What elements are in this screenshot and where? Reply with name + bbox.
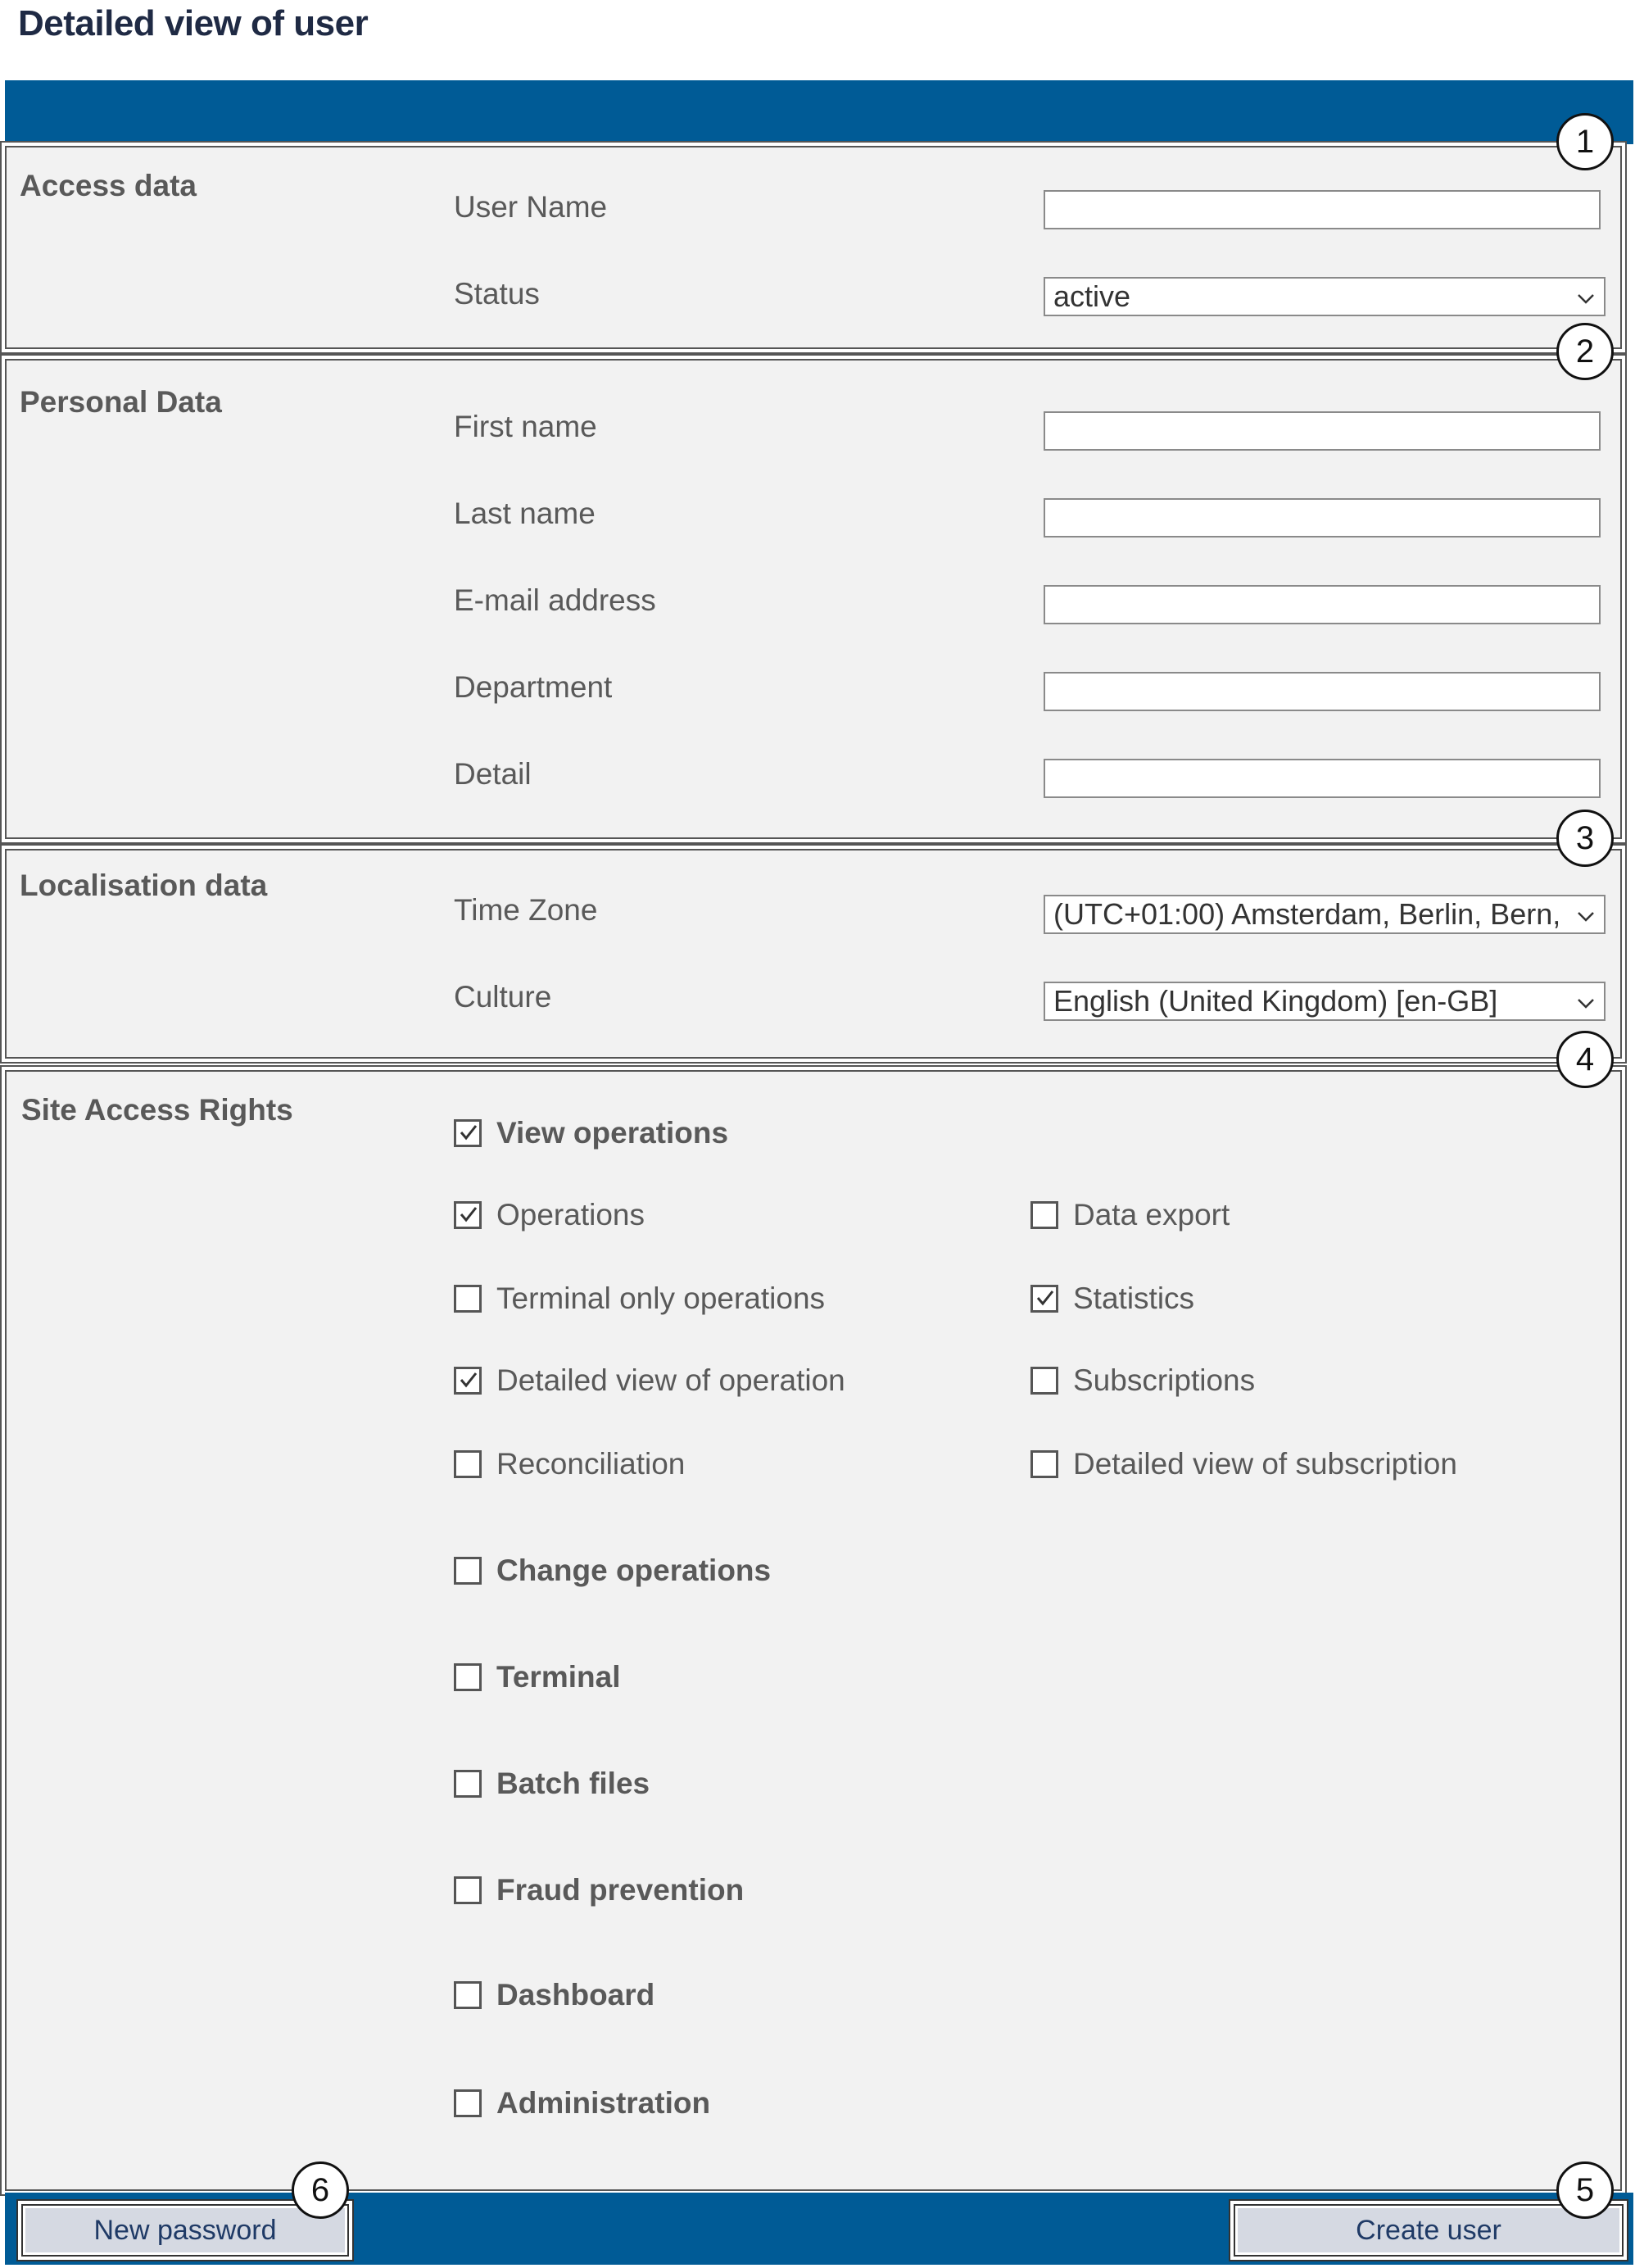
checkbox-label: Detailed view of operation <box>496 1363 845 1397</box>
checkbox-label: Change operations <box>496 1554 772 1587</box>
checkbox-label: Terminal only operations <box>496 1281 826 1315</box>
detail-input[interactable] <box>1044 759 1601 798</box>
checkbox-label: Reconciliation <box>496 1447 686 1481</box>
callout-4: 4 <box>1556 1031 1614 1088</box>
checkbox-subscriptions[interactable] <box>1030 1363 1255 1398</box>
check-icon <box>1035 1287 1056 1309</box>
create-user-button[interactable]: Create user <box>1234 2204 1624 2257</box>
personal-data-section <box>5 359 1622 839</box>
checkbox-batch-files[interactable] <box>454 1767 650 1801</box>
checkbox-label: Administration <box>496 2086 711 2120</box>
site-access-rights-section <box>5 1070 1622 2191</box>
department-label: Department <box>454 670 613 704</box>
checkbox-label: Fraud prevention <box>496 1873 745 1907</box>
checkbox-data-export[interactable] <box>1030 1198 1230 1232</box>
checkbox-detailed-view-of-operation[interactable] <box>454 1363 845 1398</box>
checkbox-label: Operations <box>496 1198 645 1232</box>
checkbox[interactable] <box>1030 1201 1058 1229</box>
checkbox-label: View operations <box>496 1116 729 1150</box>
chevron-down-icon <box>1574 991 1597 1014</box>
last-name-label: Last name <box>454 497 596 530</box>
checkbox-label: Detailed view of subscription <box>1073 1447 1457 1481</box>
callout-6: 6 <box>292 2161 349 2219</box>
access-data-section <box>5 146 1622 349</box>
checkbox-statistics[interactable] <box>1030 1281 1194 1316</box>
section-title: Access data <box>20 169 197 202</box>
culture-label: Culture <box>454 980 552 1014</box>
checkbox-reconciliation[interactable] <box>454 1447 685 1481</box>
last-name-input[interactable] <box>1044 498 1601 538</box>
checkbox-administration[interactable] <box>454 2086 710 2121</box>
check-icon <box>458 1204 479 1225</box>
checkbox-fraud-prevention[interactable] <box>454 1873 744 1907</box>
localisation-data-section <box>5 849 1622 1059</box>
section-title: Personal Data <box>20 385 222 419</box>
checkbox-label: Batch files <box>496 1767 650 1800</box>
checkbox-view-operations[interactable] <box>454 1116 728 1150</box>
checkbox[interactable] <box>1030 1285 1058 1313</box>
checkbox-terminal-only-operations[interactable] <box>454 1281 825 1316</box>
checkbox-operations[interactable] <box>454 1198 645 1232</box>
checkbox-detailed-view-of-subscription[interactable] <box>1030 1447 1457 1481</box>
time-zone-value: (UTC+01:00) Amsterdam, Berlin, Bern, <box>1053 897 1561 931</box>
email-input[interactable] <box>1044 585 1601 624</box>
checkbox[interactable] <box>454 1450 482 1478</box>
checkbox-change-operations[interactable] <box>454 1554 771 1588</box>
status-label: Status <box>454 277 540 311</box>
checkbox-label: Subscriptions <box>1073 1363 1256 1397</box>
culture-value: English (United Kingdom) [en-GB] <box>1053 984 1498 1018</box>
checkbox[interactable] <box>454 1285 482 1313</box>
user-name-label: User Name <box>454 190 608 224</box>
section-title: Localisation data <box>20 869 268 902</box>
checkbox[interactable] <box>454 1557 482 1585</box>
first-name-input[interactable] <box>1044 411 1601 451</box>
callout-2: 2 <box>1556 323 1614 380</box>
department-input[interactable] <box>1044 672 1601 711</box>
detail-label: Detail <box>454 757 532 791</box>
checkbox-dashboard[interactable] <box>454 1978 654 2012</box>
header-bar <box>5 80 1633 144</box>
check-icon <box>458 1369 479 1390</box>
checkbox[interactable] <box>454 1663 482 1691</box>
status-select[interactable] <box>1044 277 1606 316</box>
checkbox[interactable] <box>1030 1367 1058 1395</box>
checkbox-label: Statistics <box>1073 1281 1195 1315</box>
check-icon <box>458 1122 479 1143</box>
checkbox-terminal[interactable] <box>454 1660 620 1694</box>
callout-3: 3 <box>1556 810 1614 867</box>
checkbox[interactable] <box>454 1876 482 1904</box>
status-value: active <box>1053 279 1131 313</box>
page-title: Detailed view of user <box>18 3 369 43</box>
checkbox[interactable] <box>454 2089 482 2117</box>
checkbox[interactable] <box>454 1367 482 1395</box>
checkbox-label: Data export <box>1073 1198 1230 1232</box>
time-zone-label: Time Zone <box>454 893 598 927</box>
chevron-down-icon <box>1574 905 1597 928</box>
checkbox-label: Dashboard <box>496 1978 655 2012</box>
user-name-input[interactable] <box>1044 190 1601 229</box>
first-name-label: First name <box>454 410 597 443</box>
email-label: E-mail address <box>454 583 656 617</box>
callout-5: 5 <box>1556 2161 1614 2219</box>
checkbox[interactable] <box>454 1201 482 1229</box>
checkbox[interactable] <box>454 1770 482 1798</box>
callout-1: 1 <box>1556 113 1614 170</box>
checkbox[interactable] <box>454 1981 482 2009</box>
checkbox[interactable] <box>1030 1450 1058 1478</box>
chevron-down-icon <box>1574 287 1597 310</box>
time-zone-select[interactable] <box>1044 895 1606 934</box>
new-password-button[interactable]: New password <box>21 2204 349 2257</box>
culture-select[interactable] <box>1044 982 1606 1021</box>
checkbox[interactable] <box>454 1119 482 1147</box>
checkbox-label: Terminal <box>496 1660 621 1694</box>
section-title: Site Access Rights <box>21 1093 293 1127</box>
